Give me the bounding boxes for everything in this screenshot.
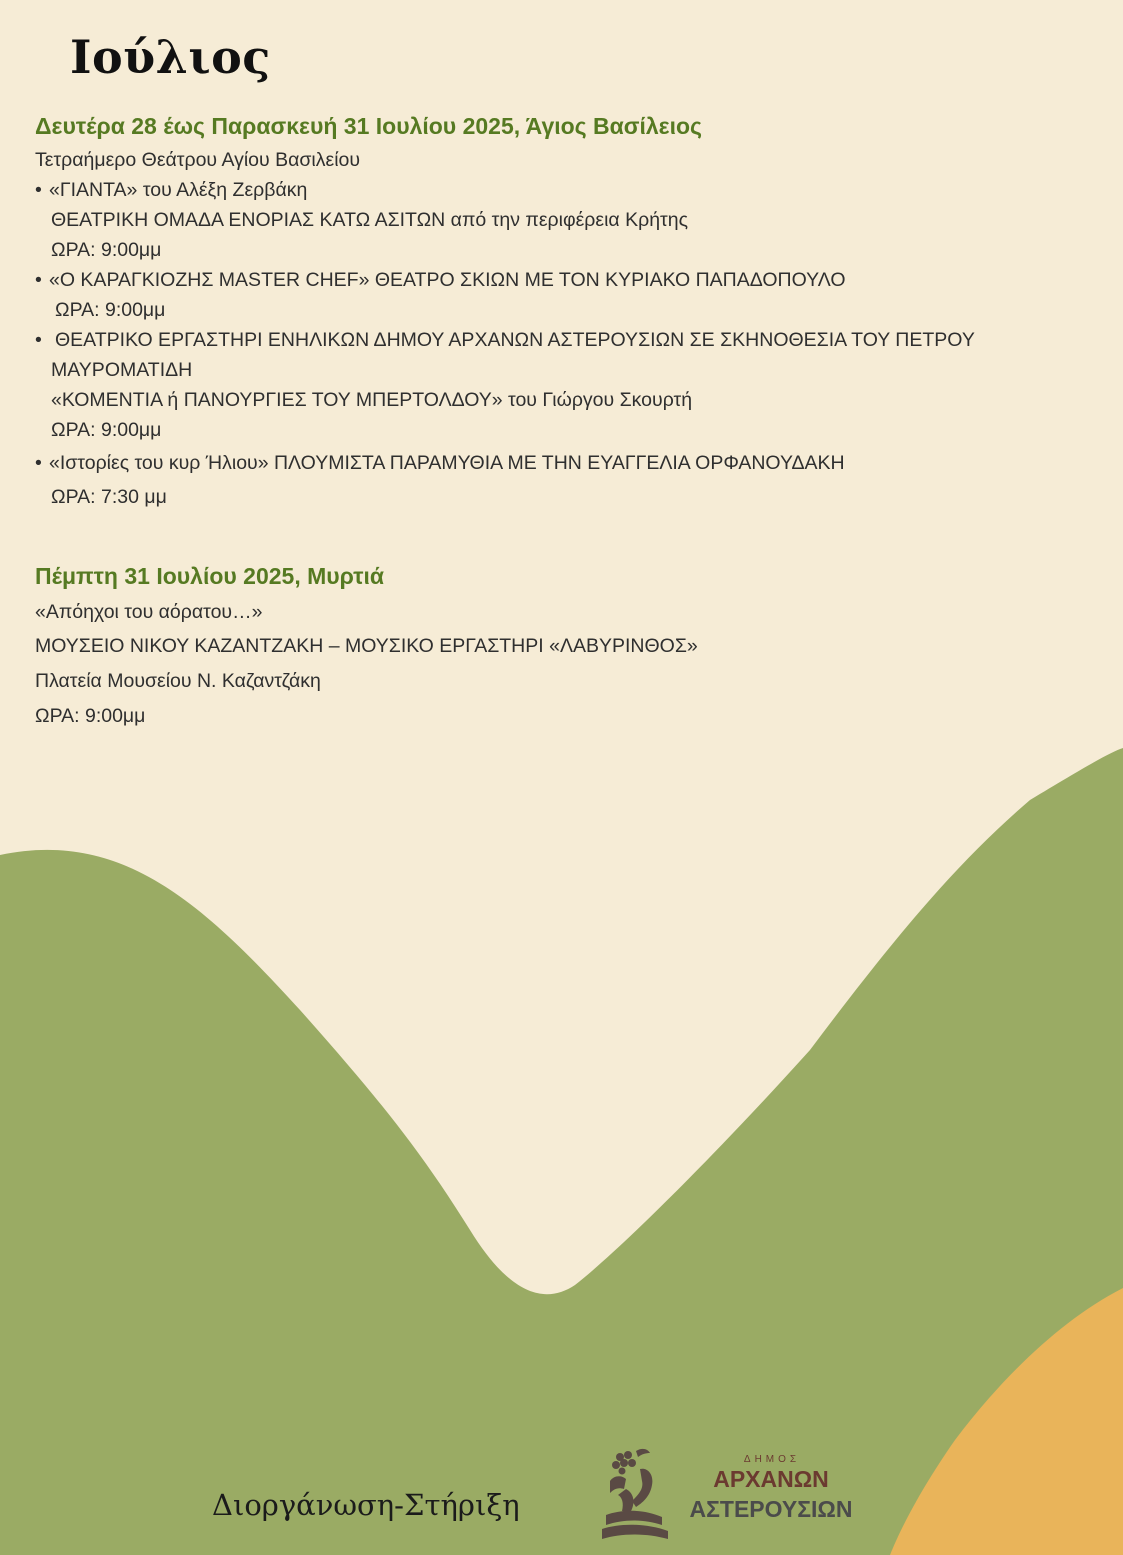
- section-intro: Τετραήμερο Θεάτρου Αγίου Βασιλείου: [35, 149, 361, 171]
- bullet-icon: •: [35, 452, 42, 474]
- event-detail: ΘΕΑΤΡΙΚΗ ΟΜΑΔΑ ΕΝΟΡΙΑΣ ΚΑΤΩ ΑΣΙΤΩΝ από την περιφέρεια Κρήτης: [51, 209, 688, 231]
- event-time: ΩΡΑ: 9:00μμ: [51, 239, 162, 261]
- event-time: ΩΡΑ: 9:00μμ: [35, 705, 146, 727]
- footer-label: Διοργάνωση-Στήριξη: [212, 1488, 520, 1522]
- page-title: Ιούλιος: [70, 30, 271, 84]
- event-time: ΩΡΑ: 9:00μμ: [55, 299, 166, 321]
- section-heading-agios-vasileios: Δευτέρα 28 έως Παρασκευή 31 Ιουλίου 2025, Άγιος Βασίλειος: [35, 113, 702, 139]
- bullet-icon: •: [35, 179, 42, 201]
- event-detail: «ΚΟΜΕΝΤΙΑ ή ΠΑΝΟΥΡΓΙΕΣ ΤΟΥ ΜΠΕΡΤΟΛΔΟΥ» του Γιώργου Σκουρτή: [51, 389, 693, 411]
- event-time: ΩΡΑ: 7:30 μμ: [51, 486, 167, 508]
- event-location: Πλατεία Μουσείου Ν. Καζαντζάκη: [35, 670, 321, 692]
- event-title-theatriko-ergastiri: ΘΕΑΤΡΙΚΟ ΕΡΓΑΣΤΗΡΙ ΕΝΗΛΙΚΩΝ ΔΗΜΟΥ ΑΡΧΑΝΩΝ ΑΣΤΕΡΟΥΣΙΩΝ ΣΕ ΣΚΗΝΟΘΕΣΙΑ ΤΟΥ ΠΕΤΡΟΥ: [55, 329, 975, 351]
- grape-harvest-emblem-icon: [596, 1445, 674, 1545]
- section-heading-myrtia: Πέμπτη 31 Ιουλίου 2025, Μυρτιά: [35, 563, 385, 589]
- event-detail: ΜΑΥΡΟΜΑΤΙΔΗ: [51, 359, 193, 381]
- logo-small-text: ΔΗΜΟΣ: [743, 1454, 801, 1465]
- bullet-icon: •: [35, 269, 42, 291]
- logo-line-asterousion: ΑΣΤΕΡΟΥΣΙΩΝ: [689, 1496, 853, 1522]
- logo-line-archanon: ΑΡΧΑΝΩΝ: [713, 1466, 829, 1492]
- event-title-gianta: «ΓΙΑΝΤΑ» του Αλέξη Ζερβάκη: [49, 179, 308, 201]
- event-detail: ΜΟΥΣΕΙΟ ΝΙΚΟΥ ΚΑΖΑΝΤΖΑΚΗ – ΜΟΥΣΙΚΟ ΕΡΓΑΣΤΗΡΙ «ΛΑΒΥΡΙΝΘΟΣ»: [35, 635, 698, 657]
- event-title-istories: «Ιστορίες του κυρ Ήλιου» ΠΛΟΥΜΙΣΤΑ ΠΑΡΑΜΥΘΙΑ ΜΕ ΤΗΝ ΕΥΑΓΓΕΛΙΑ ΟΡΦΑΝΟΥΔΑΚΗ: [49, 452, 845, 474]
- event-title-apoixoi: «Απόηχοι του αόρατου…»: [35, 601, 263, 623]
- event-time: ΩΡΑ: 9:00μμ: [51, 419, 162, 441]
- event-title-karagkiozis: «Ο ΚΑΡΑΓΚΙΟΖΗΣ MASTER CHEF» ΘΕΑΤΡΟ ΣΚΙΩΝ ΜΕ ΤΟΝ ΚΥΡΙΑΚΟ ΠΑΠΑΔΟΠΟΥΛΟ: [49, 269, 846, 291]
- bullet-icon: •: [35, 329, 42, 351]
